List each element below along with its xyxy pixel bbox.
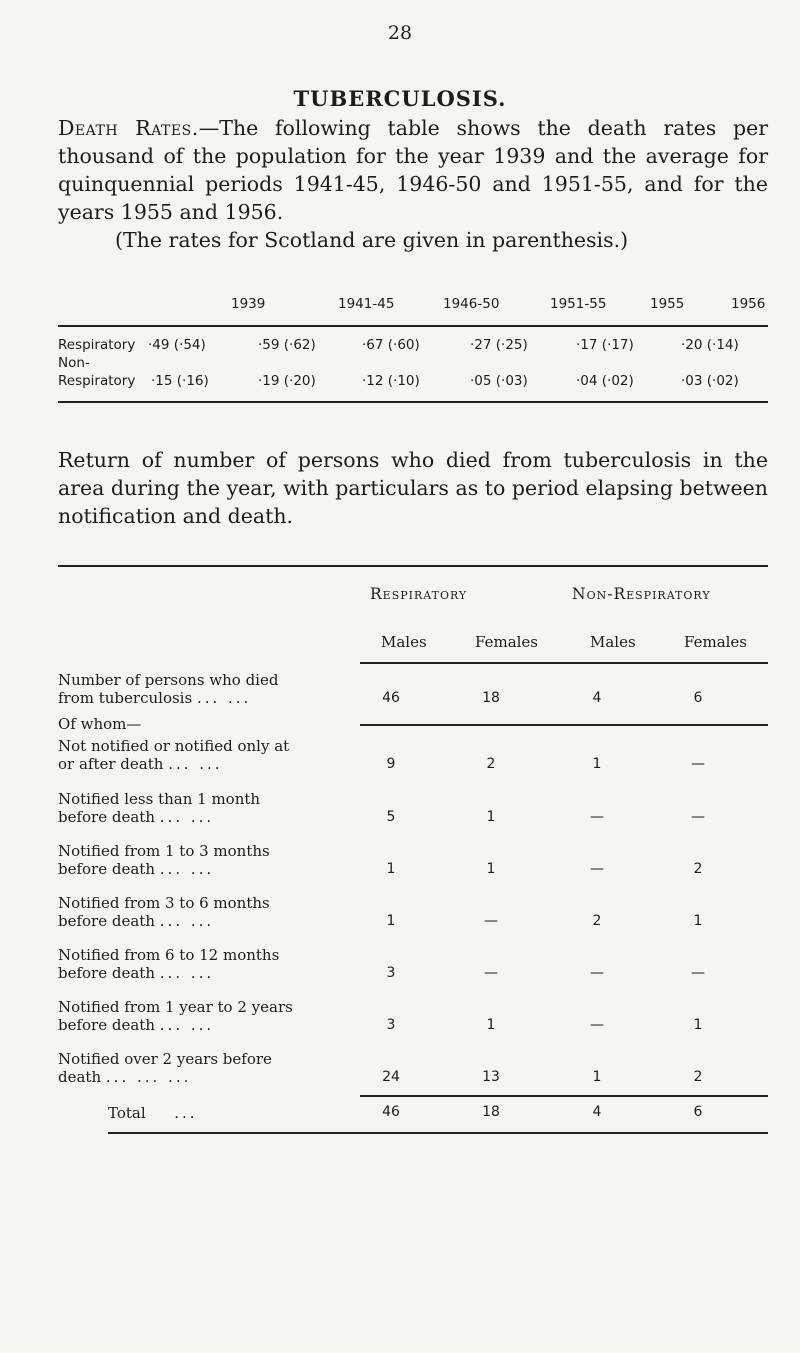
leader-dots: ... ... bbox=[168, 755, 223, 773]
row-label-1-to-2-years bbox=[58, 998, 358, 1034]
total-label-wrap bbox=[108, 1104, 198, 1122]
value-cell: 2 bbox=[693, 1069, 703, 1085]
rates-cell: ·49 (·54) bbox=[148, 337, 206, 353]
row-label-line2-wrap bbox=[58, 964, 358, 982]
value-cell: — bbox=[691, 809, 705, 825]
rates-cell: ·15 (·16) bbox=[151, 373, 209, 389]
row-label-not-notified bbox=[58, 737, 358, 773]
value-cell: — bbox=[590, 965, 604, 981]
rates-cell: ·67 (·60) bbox=[362, 337, 420, 353]
row-label-over-2-years bbox=[58, 1050, 358, 1086]
total-value: 18 bbox=[482, 1104, 500, 1120]
value-cell: 9 bbox=[386, 756, 396, 772]
total-label: Total bbox=[108, 1104, 146, 1122]
rates-header-1955: 1955 bbox=[650, 296, 685, 312]
value-cell: 1 bbox=[486, 809, 496, 825]
return-top-rule bbox=[58, 565, 768, 567]
value-cell: 6 bbox=[693, 690, 703, 706]
row-label-line2-wrap bbox=[58, 689, 358, 707]
row-label-line1: Notified from 3 to 6 months bbox=[58, 894, 270, 912]
value-cell: 2 bbox=[693, 861, 703, 877]
sub-header-nonresp-males: Males bbox=[590, 633, 636, 651]
sub-header-nonresp-females: Females bbox=[684, 633, 748, 651]
rates-row-nonresp-label-line1: Non- bbox=[58, 355, 90, 371]
leader-dots: ... ... bbox=[159, 912, 215, 930]
row-label-line2-wrap bbox=[58, 860, 358, 878]
row-label-line2: before death bbox=[58, 808, 155, 826]
rates-row-respiratory-label: Respiratory bbox=[58, 337, 136, 353]
row-label-line2: death bbox=[58, 1068, 102, 1086]
row-label-line2-wrap bbox=[58, 912, 358, 930]
leader-dots: ... ... bbox=[159, 1016, 215, 1034]
value-cell: 13 bbox=[482, 1069, 500, 1085]
value-cell: 1 bbox=[486, 861, 496, 877]
rates-cell: ·19 (·20) bbox=[258, 373, 316, 389]
rates-bottom-rule bbox=[58, 401, 768, 403]
of-whom-label: Of whom— bbox=[58, 715, 142, 733]
sub-header-resp-males: Males bbox=[381, 633, 427, 651]
value-cell: — bbox=[691, 965, 705, 981]
value-cell: — bbox=[691, 756, 705, 772]
row-label-line1: Not notified or notified only at bbox=[58, 737, 290, 755]
page-title: TUBERCULOSIS. bbox=[293, 86, 507, 111]
rates-top-rule bbox=[58, 325, 768, 327]
row-label-line2: before death bbox=[58, 1016, 155, 1034]
row-label-3-to-6-months bbox=[58, 894, 358, 930]
value-cell: 1 bbox=[693, 913, 703, 929]
rates-cell: ·05 (·03) bbox=[470, 373, 528, 389]
rates-cell: ·03 (·02) bbox=[681, 373, 739, 389]
value-cell: 2 bbox=[592, 913, 602, 929]
row-label-line2: before death bbox=[58, 912, 155, 930]
of-whom-rule bbox=[360, 724, 768, 726]
row-label-6-to-12-months bbox=[58, 946, 358, 982]
row-label-line1: Notified from 1 year to 2 years bbox=[58, 998, 293, 1016]
intro-lead: Death Rates. bbox=[58, 116, 199, 140]
return-bottom-rule bbox=[108, 1132, 768, 1134]
sub-header-resp-females: Females bbox=[475, 633, 539, 651]
row-label-line1: Notified from 1 to 3 months bbox=[58, 842, 270, 860]
row-label-line2: from tuberculosis bbox=[58, 689, 193, 707]
row-label-less-than-1-month bbox=[58, 790, 358, 826]
value-cell: — bbox=[590, 861, 604, 877]
row-label-line1: Notified over 2 years before bbox=[58, 1050, 272, 1068]
value-cell: 5 bbox=[386, 809, 396, 825]
row-label-number-of-persons bbox=[58, 671, 358, 707]
group-header-non-respiratory: Non-Respiratory bbox=[572, 585, 711, 603]
value-cell: 1 bbox=[592, 1069, 602, 1085]
rates-cell: ·12 (·10) bbox=[362, 373, 420, 389]
rates-row-nonresp-label-line2: Respiratory bbox=[58, 373, 136, 389]
value-cell: 1 bbox=[592, 756, 602, 772]
rates-header-1946-50: 1946-50 bbox=[443, 296, 500, 312]
row-label-1-to-3-months bbox=[58, 842, 358, 878]
value-cell: 1 bbox=[693, 1017, 703, 1033]
value-cell: — bbox=[590, 809, 604, 825]
rates-cell: ·59 (·62) bbox=[258, 337, 316, 353]
row-label-line2: before death bbox=[58, 860, 155, 878]
rates-header-1956: 1956 bbox=[731, 296, 766, 312]
total-value: 4 bbox=[592, 1104, 602, 1120]
leader-dots: ... ... bbox=[159, 964, 215, 982]
value-cell: 18 bbox=[482, 690, 500, 706]
page-number: 28 bbox=[387, 22, 413, 44]
rates-header-1941-45: 1941-45 bbox=[338, 296, 395, 312]
rates-cell: ·20 (·14) bbox=[681, 337, 739, 353]
row-label-line2: before death bbox=[58, 964, 155, 982]
total-value: 6 bbox=[693, 1104, 703, 1120]
value-cell: 46 bbox=[382, 690, 400, 706]
leader-dots: ... bbox=[174, 1104, 198, 1122]
row-label-line2-wrap bbox=[58, 1068, 358, 1086]
row-label-line2: or after death bbox=[58, 755, 164, 773]
row-label-line2-wrap bbox=[58, 808, 358, 826]
value-cell: 2 bbox=[486, 756, 496, 772]
leader-dots: ... ... bbox=[196, 689, 252, 707]
value-cell: — bbox=[590, 1017, 604, 1033]
group-header-respiratory: Respiratory bbox=[370, 585, 468, 603]
total-rule bbox=[360, 1095, 768, 1097]
leader-dots: ... ... ... bbox=[105, 1068, 192, 1086]
rates-cell: ·17 (·17) bbox=[576, 337, 634, 353]
rates-cell: ·27 (·25) bbox=[470, 337, 528, 353]
row-label-line1: Notified from 6 to 12 months bbox=[58, 946, 280, 964]
value-cell: 1 bbox=[386, 861, 396, 877]
intro-paragraph bbox=[58, 114, 768, 226]
value-cell: 3 bbox=[386, 965, 396, 981]
value-cell: 1 bbox=[386, 913, 396, 929]
intro-text: —The following table shows the death rates per thousand of the population for the year 1939 and the average for quinquennial periods 1941-45, 1946-50 and 1951-55, and for the years 1955 and 1956. bbox=[58, 116, 769, 224]
rates-header-1951-55: 1951-55 bbox=[550, 296, 607, 312]
value-cell: — bbox=[484, 913, 498, 929]
row-label-line2-wrap bbox=[58, 755, 358, 773]
total-value: 46 bbox=[382, 1104, 400, 1120]
row-label-line2-wrap bbox=[58, 1016, 358, 1034]
rates-header-1939: 1939 bbox=[231, 296, 266, 312]
rates-cell: ·04 (·02) bbox=[576, 373, 634, 389]
value-cell: 1 bbox=[486, 1017, 496, 1033]
row-label-line1: Notified less than 1 month bbox=[58, 790, 261, 808]
leader-dots: ... ... bbox=[159, 808, 215, 826]
row-label-line1: Number of persons who died bbox=[58, 671, 279, 689]
value-cell: 3 bbox=[386, 1017, 396, 1033]
value-cell: 4 bbox=[592, 690, 602, 706]
leader-dots: ... ... bbox=[159, 860, 215, 878]
value-cell: 24 bbox=[382, 1069, 400, 1085]
return-paragraph: Return of number of persons who died from tuberculosis in the area during the year, with particulars as to period elapsing between notification and death. bbox=[58, 448, 768, 528]
value-cell: — bbox=[484, 965, 498, 981]
scotland-note: (The rates for Scotland are given in parenthesis.) bbox=[115, 228, 629, 252]
subheader-rule bbox=[360, 662, 768, 664]
